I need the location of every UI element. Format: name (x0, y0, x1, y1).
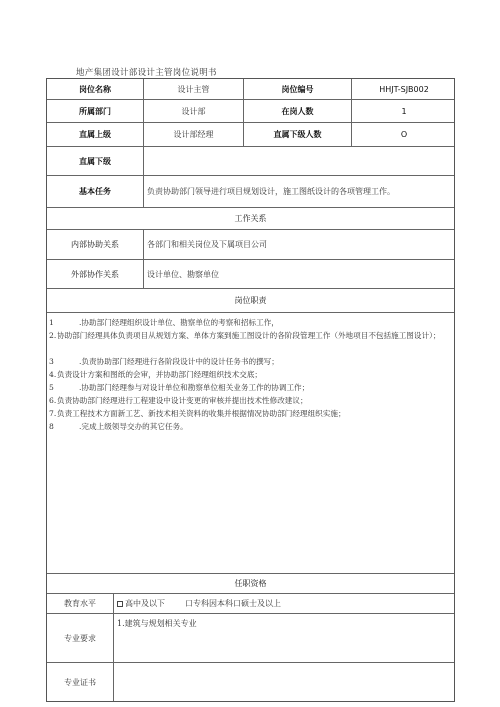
duty-item: 7. 负责工程技术方面新工艺、新技术相关资料的收集并根据情况协助部门经理组织实施； (49, 409, 346, 418)
row-certificate (47, 663, 454, 701)
internal-relations-label: 内部协助关系 (71, 240, 119, 249)
job-name-label: 岗位名称 (79, 84, 111, 94)
job-name-value: 设计主管 (143, 79, 243, 99)
work-relations-heading: 工作关系 (47, 208, 454, 230)
subordinate-label: 直属下级 (79, 156, 111, 166)
superior-label: 直属上级 (79, 130, 111, 139)
certificate-label: 专业证书 (64, 677, 96, 687)
department-value: 设计部 (143, 100, 243, 122)
job-description-table (46, 78, 455, 702)
duty-item: 8 .完成上级领导交办的其它任务。 (49, 422, 188, 431)
external-relations-label: 外部协作关系 (71, 269, 119, 279)
subordinate-value (143, 147, 454, 175)
external-relations-value: 设计单位、勘察单位 (143, 260, 454, 288)
education-option-college: 口专科因本科口硕士及以上 (185, 599, 281, 608)
superior-value: 设计部经理 (143, 123, 243, 146)
department-label: 所属部门 (79, 106, 111, 116)
row-department (47, 100, 454, 123)
education-label: 教育水平 (64, 599, 96, 608)
basic-task-value: 负责协助部门领导进行项目规划设计，施工图纸设计的各项管理工作。 (143, 176, 454, 207)
education-options (113, 594, 454, 613)
row-external-relations (47, 260, 454, 289)
subordinate-count-value: O (351, 123, 456, 146)
certificate-value (113, 663, 454, 701)
row-major (47, 614, 454, 663)
duty-item: 3 .负责协助部门经理进行各阶段设计中的设计任务书的撰写； (49, 357, 279, 366)
duty-item: 6. 负责协助部门经理进行工程建设中设计变更的审核并提出技术性修改建议； (49, 396, 308, 405)
duty-item: 4. 负责设计方案和图纸的会审，并协助部门经理组织技术交底； (49, 370, 263, 379)
duty-item: 1 .协助部门经理组织设计单位、勘察单位的考察和招标工作， (49, 318, 279, 327)
major-value: 1.建筑与规划相关专业 (113, 614, 454, 662)
job-code-label: 岗位编号 (243, 79, 351, 99)
duties-heading: 岗位职责 (47, 289, 454, 313)
qualification-heading: 任职资格 (47, 573, 454, 594)
basic-task-label: 基本任务 (79, 187, 111, 196)
row-job-name (47, 79, 454, 100)
row-superior (47, 123, 454, 147)
education-option-high-school: 高中及以下 (125, 599, 165, 608)
duty-item: 2. 协助部门经理具体负责项目从规划方案、单体方案到施工图设计的各阶段管理工作（外地项目不包括施工图设计）； (49, 331, 441, 340)
job-code-value: HHJT-SJB002 (351, 79, 456, 99)
internal-relations-value: 各部门和相关岗位及下属项目公司 (143, 230, 454, 259)
document-title: 地产集团设计部设计主管岗位说明书 (76, 68, 217, 78)
duty-item: 5 .协助部门经理参与对设计单位和勘察单位相关业务工作的协调工作； (49, 383, 310, 392)
row-basic-task (47, 176, 454, 208)
row-education (47, 594, 454, 614)
row-internal-relations (47, 230, 454, 260)
headcount-value: 1 (351, 100, 456, 122)
row-subordinate (47, 147, 454, 176)
subordinate-count-label: 直属下级人数 (243, 123, 351, 146)
headcount-label: 在岗人数 (243, 100, 351, 122)
major-label: 专业要求 (64, 633, 96, 643)
checkbox-icon[interactable] (117, 601, 123, 607)
duties-list (47, 313, 454, 574)
